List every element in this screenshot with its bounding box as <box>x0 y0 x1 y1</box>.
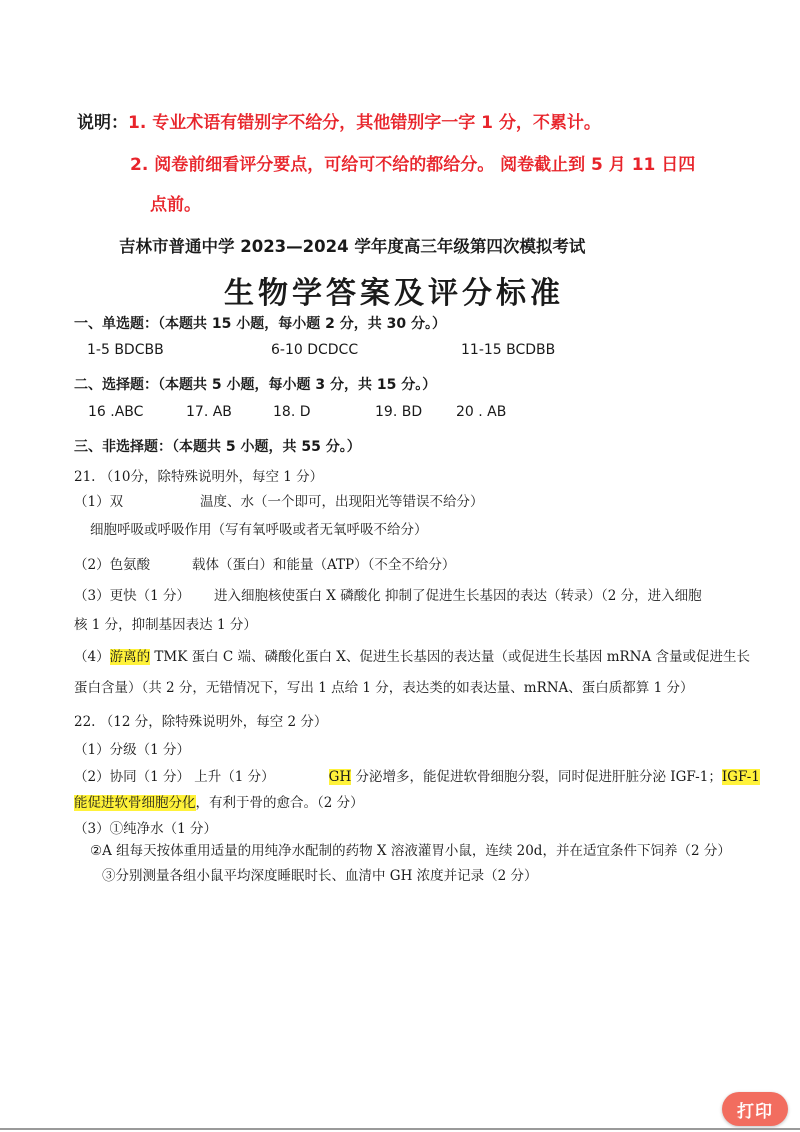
highlighted-text: 能促进软骨细胞分化 <box>74 795 196 811</box>
section-1-answers-1-5: 1-5 BDCBB <box>87 342 164 358</box>
q22-part3-answer-a: （3）①纯净水（1 分） <box>74 821 217 837</box>
q22-part2-answer-c: ，有利于骨的愈合。（2 分） <box>195 795 364 811</box>
section-2-answer-20: 20 . AB <box>456 404 507 420</box>
note-item-2-line2: 点前。 <box>150 195 201 215</box>
q22-part3-answer-c: ③分别测量各组小鼠平均深度睡眠时长、血清中 GH 浓度并记录（2 分） <box>102 868 538 884</box>
q22-part2-line2 <box>74 791 364 811</box>
note-item-2-line1: 2. 阅卷前细看评分要点，可给可不给的都给分。 阅卷截止到 5 月 11 日四 <box>130 155 696 175</box>
q22-part2-line1 <box>74 765 760 785</box>
bottom-divider <box>0 1128 800 1130</box>
page-title: 生物学答案及评分标准 <box>224 276 564 311</box>
q22-part3-answer-b: ②A 组每天按体重用适量的用纯净水配制的药物 X 溶液灌胃小鼠，连续 20d，并在适宜条件下饲养（2 分） <box>90 843 731 859</box>
q21-part4-line2: 蛋白含量）（共 2 分，无错情况下，写出 1 点给 1 分，表达类的如表达量、mRNA、蛋白质都算 1 分） <box>74 680 694 696</box>
note-item-1: 1. 专业术语有错别字不给分，其他错别字一字 1 分，不累计。 <box>128 113 601 133</box>
section-1-heading: 一、单选题：（本题共 15 小题，每小题 2 分，共 30 分。） <box>74 316 446 332</box>
q21-part2-answer-b: 载体（蛋白）和能量（ATP）（不全不给分） <box>192 557 456 573</box>
section-2-answer-17: 17. AB <box>186 404 232 420</box>
highlighted-text: 游离的 <box>109 649 151 665</box>
grading-note-1 <box>77 108 601 133</box>
q21-part3-answer-b: 进入细胞核使蛋白 X 磷酸化 抑制了促进生长基因的表达（转录）（2 分，进入细胞 <box>214 588 702 604</box>
q22-title: 22. （12 分，除特殊说明外，每空 2 分） <box>74 714 328 730</box>
note-label: 说明： <box>77 113 128 133</box>
highlighted-gh: GH <box>328 769 352 785</box>
q21-part3-answer-a: （3）更快（1 分） <box>74 588 190 604</box>
q21-part1-answer-b: 温度、水（一个即可，出现阳光等错误不给分） <box>200 494 484 510</box>
q21-part4-line1 <box>74 645 750 665</box>
q21-part1-answer-a: （1）双 <box>74 494 124 510</box>
q22-part2-answer-b: 分泌增多，能促进软骨细胞分裂，同时促进肝脏分泌 IGF-1； <box>351 769 722 785</box>
section-2-heading: 二、选择题：（本题共 5 小题，每小题 3 分，共 15 分。） <box>74 377 437 393</box>
section-2-answer-16: 16 .ABC <box>88 404 144 420</box>
q21-title: 21. （10分，除特殊说明外，每空 1 分） <box>74 469 324 485</box>
section-2-answer-18: 18. D <box>273 404 311 420</box>
q22-part1-answer: （1）分级（1 分） <box>74 742 190 758</box>
section-3-heading: 三、非选择题：（本题共 5 小题，共 55 分。） <box>74 439 361 455</box>
section-2-answer-19: 19. BD <box>375 404 423 420</box>
q21-part4-prefix: （4） <box>74 649 110 665</box>
q22-part2-answer-a: （2）协同（1 分） 上升（1 分） <box>74 769 275 785</box>
section-1-answers-11-15: 11-15 BCDBB <box>461 342 556 358</box>
school-exam-title: 吉林市普通中学 2023—2024 学年度高三年级第四次模拟考试 <box>119 237 586 256</box>
print-button[interactable]: 打印 <box>722 1092 788 1126</box>
q21-part4-text: TMK 蛋白 C 端、磷酸化蛋白 X、促进生长基因的表达量（或促进生长基因 mRNA 含量或促进生长 <box>150 649 751 665</box>
q21-part1-answer-c: 细胞呼吸或呼吸作用（写有氧呼吸或者无氧呼吸不给分） <box>90 522 428 538</box>
section-1-answers-6-10: 6-10 DCDCC <box>271 342 359 358</box>
highlighted-igf1: IGF-1 <box>721 769 760 785</box>
q21-part3-answer-c: 核 1 分，抑制基因表达 1 分） <box>74 617 257 633</box>
q21-part2-answer-a: （2）色氨酸 <box>74 557 151 573</box>
